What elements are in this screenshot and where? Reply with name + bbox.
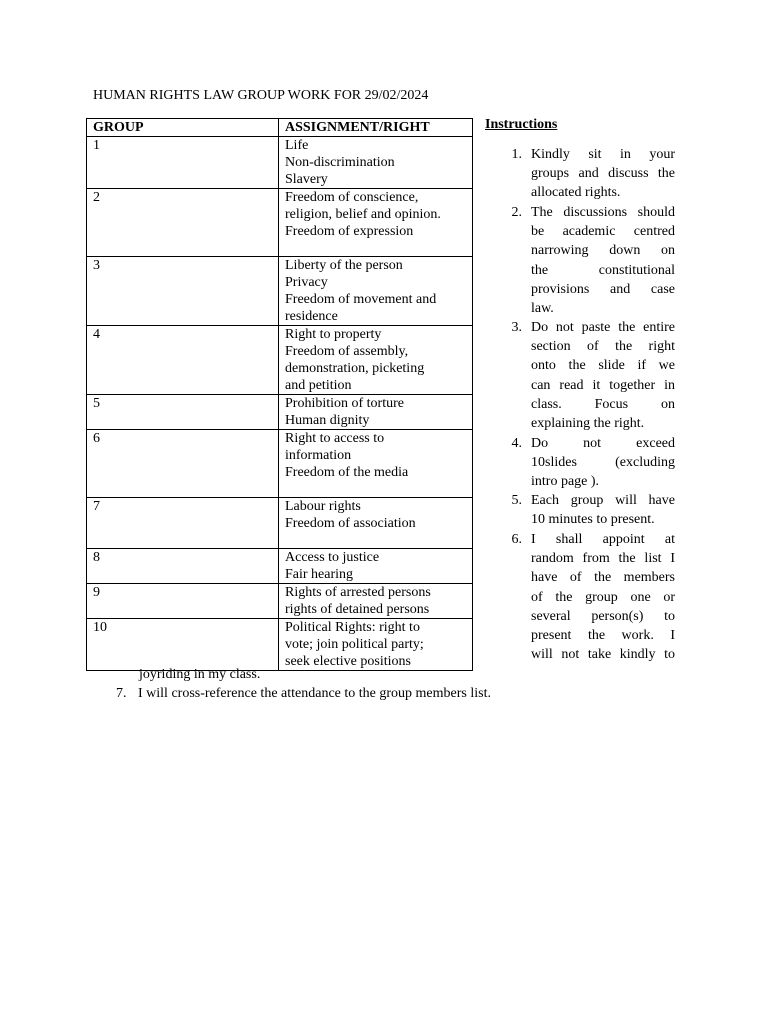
group-number-cell: 2 <box>87 189 279 257</box>
table-row <box>87 395 473 430</box>
assignment-line: Freedom of association <box>285 516 416 531</box>
assignment-line: rights of detained persons <box>285 602 430 617</box>
assignment-line: Freedom of the media <box>285 465 409 480</box>
assignment-cell <box>279 395 473 430</box>
group-number-cell: 5 <box>87 395 279 430</box>
assignment-cell <box>279 549 473 584</box>
instruction-line: Kindly sit in your <box>531 147 675 162</box>
instruction-number: 7. <box>116 686 127 701</box>
assignment-line: Access to justice <box>285 550 380 565</box>
instruction-line: present the work. I <box>531 628 675 644</box>
assignment-cell <box>279 498 473 549</box>
instruction-line: groups and discuss the <box>531 166 675 182</box>
assignment-line: Political Rights: right to <box>285 620 420 635</box>
instruction-line: section of the right <box>531 339 675 355</box>
group-number-cell: 8 <box>87 549 279 584</box>
instruction-line: the constitutional <box>531 262 675 278</box>
instruction-line: be academic centred <box>531 224 675 240</box>
assignment-line: Human dignity <box>285 413 370 428</box>
instructions-heading: Instructions <box>485 117 558 132</box>
assignment-cell <box>279 430 473 498</box>
assignment-line: Non-discrimination <box>285 155 395 170</box>
assignment-cell <box>279 584 473 619</box>
instruction-line: I shall appoint at <box>531 532 675 547</box>
table-row <box>87 584 473 619</box>
instruction-line: have of the members <box>531 570 675 586</box>
instruction-number: 1. <box>511 147 522 162</box>
assignment-cell <box>279 189 473 257</box>
instruction-item-7 <box>116 686 491 702</box>
assignment-line: Prohibition of torture <box>285 396 404 411</box>
assignment-line: and petition <box>285 378 352 393</box>
instruction-line: onto the slide if we <box>531 358 675 374</box>
instruction-line: of the group one or <box>531 589 675 605</box>
group-number-cell: 1 <box>87 137 279 189</box>
assignment-line: Fair hearing <box>285 567 354 582</box>
instruction-line: narrowing down on <box>531 243 675 259</box>
assignment-line: seek elective positions <box>285 654 411 669</box>
assignment-line: Liberty of the person <box>285 258 403 273</box>
instruction-line: several person(s) to <box>531 608 675 624</box>
assignment-line: residence <box>285 309 338 324</box>
instruction-line: explaining the right. <box>531 416 645 432</box>
group-number-cell: 10 <box>87 619 279 671</box>
assignment-cell <box>279 619 473 671</box>
table-row <box>87 549 473 584</box>
instruction-text: I will cross-reference the attendance to the group members list. <box>138 686 491 701</box>
assignment-cell <box>279 326 473 395</box>
assignment-line: Freedom of movement and <box>285 292 437 307</box>
instruction-number: 5. <box>511 493 522 508</box>
instruction-number: 2. <box>511 205 522 220</box>
table-row <box>87 257 473 326</box>
assignment-line: religion, belief and opinion. <box>285 207 441 222</box>
table-row <box>87 498 473 549</box>
group-number-cell: 7 <box>87 498 279 549</box>
instruction-number: 4. <box>511 436 522 451</box>
assignment-line: Privacy <box>285 275 328 290</box>
instruction-line: 10 minutes to present. <box>531 512 655 528</box>
instruction-line: intro page ). <box>531 474 600 490</box>
instruction-6-continuation: joyriding in my class. <box>139 667 261 682</box>
assignment-line: information <box>285 448 352 463</box>
instruction-line: provisions and case <box>531 281 675 297</box>
group-number-cell: 3 <box>87 257 279 326</box>
group-number-cell: 6 <box>87 430 279 498</box>
header-assignment: ASSIGNMENT/RIGHT <box>279 119 473 137</box>
assignment-line: Freedom of conscience, <box>285 190 419 205</box>
table-row <box>87 619 473 671</box>
header-group: GROUP <box>87 119 279 137</box>
table-row <box>87 189 473 257</box>
assignment-line: Rights of arrested persons <box>285 585 431 600</box>
instruction-line: Do not paste the entire <box>531 320 675 335</box>
instruction-line: will not take kindly to <box>531 647 675 663</box>
group-number-cell: 4 <box>87 326 279 395</box>
table-row <box>87 430 473 498</box>
group-assignment-table <box>86 118 473 671</box>
assignment-line: Freedom of assembly, <box>285 344 409 359</box>
assignment-cell <box>279 137 473 189</box>
table-row <box>87 137 473 189</box>
table-header-row <box>87 119 473 137</box>
assignment-line: Right to access to <box>285 431 385 446</box>
instruction-line: The discussions should <box>531 205 675 220</box>
group-number-cell: 9 <box>87 584 279 619</box>
assignment-cell <box>279 257 473 326</box>
instruction-line: Each group will have <box>531 493 675 508</box>
instruction-number: 3. <box>511 320 522 335</box>
assignment-line: Life <box>285 138 309 153</box>
instruction-line: 10slides (excluding <box>531 455 675 471</box>
instruction-line: law. <box>531 301 554 317</box>
assignment-line: Right to property <box>285 327 382 342</box>
instruction-line: class. Focus on <box>531 396 675 412</box>
assignment-line: vote; join political party; <box>285 637 424 652</box>
assignment-line: demonstration, picketing <box>285 361 425 376</box>
instruction-line: allocated rights. <box>531 185 621 201</box>
table-row <box>87 326 473 395</box>
assignment-line: Freedom of expression <box>285 224 414 239</box>
instruction-line: Do not exceed <box>531 436 675 451</box>
instruction-number: 6. <box>511 532 522 547</box>
instruction-line: can read it together in <box>531 377 675 393</box>
assignment-line: Labour rights <box>285 499 361 514</box>
instruction-line: random from the list I <box>531 551 675 567</box>
document-title: HUMAN RIGHTS LAW GROUP WORK FOR 29/02/2024 <box>93 88 429 103</box>
assignment-line: Slavery <box>285 172 328 187</box>
